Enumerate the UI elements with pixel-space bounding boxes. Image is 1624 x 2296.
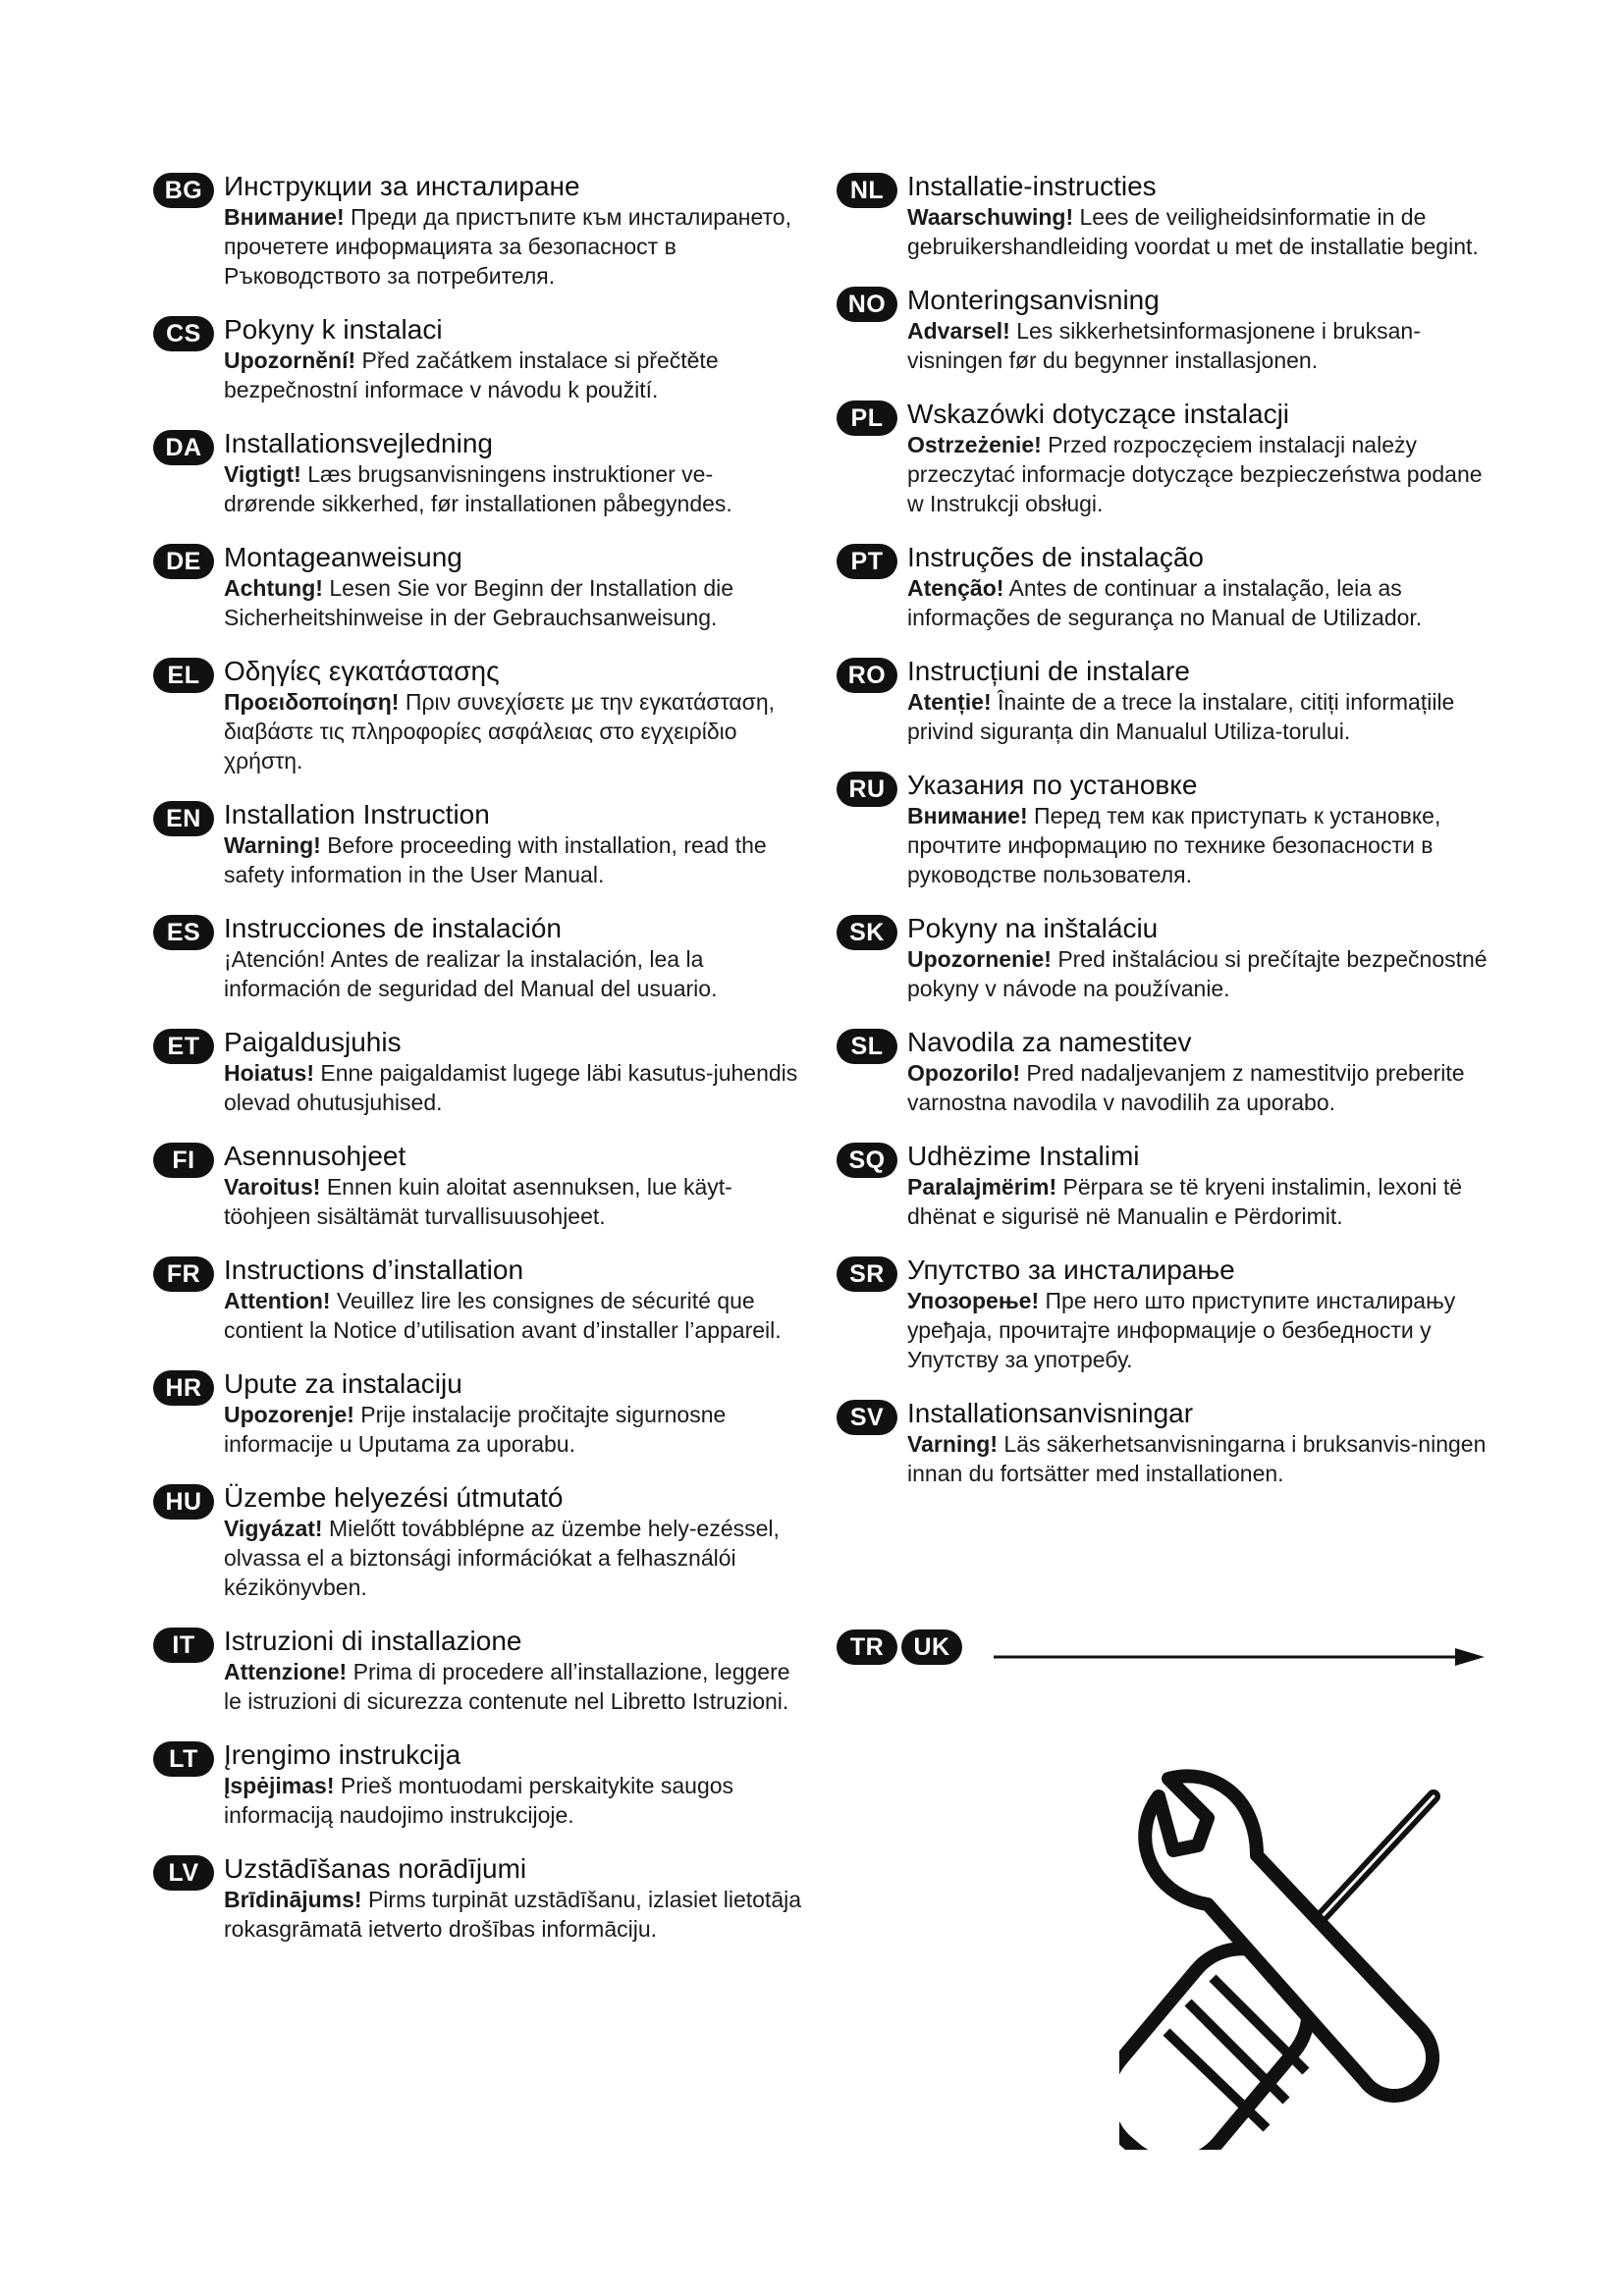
section-hr	[153, 1368, 801, 1459]
section-title: Monteringsanvisning	[907, 285, 1160, 315]
warning-text: Antes de continuar a instalação, leia as informações de segurança no Manual de Utilizador.	[907, 575, 1423, 630]
language-badge: FR	[153, 1256, 214, 1292]
left-column	[153, 169, 801, 1944]
section-body	[907, 944, 1504, 1003]
warning-label: Vigtigt!	[224, 461, 301, 487]
section-es	[153, 913, 801, 1003]
section-sk	[837, 913, 1504, 1003]
section-body	[907, 1429, 1504, 1488]
section-body	[224, 1657, 801, 1716]
section-it	[153, 1626, 801, 1716]
section-title: Uzstādīšanas norādījumi	[224, 1853, 527, 1884]
warning-text: Mielőtt továbblépne az üzembe hely-ezéssel, olvassa el a biztonsági információkat a felhasználói kézikönyvben.	[224, 1516, 780, 1600]
warning-text: Πριν συνεχίσετε με την εγκατάσταση, διαβάστε τις πληροφορίες ασφάλειας στο εγχειρίδιο χρήστη.	[224, 689, 776, 774]
section-title: Instructions d’installation	[224, 1255, 524, 1285]
warning-text: Læs brugsanvisningens instruktioner ve-drørende sikkerhed, før installationen påbegyndes.	[224, 461, 732, 516]
section-title: Οδηγίες εγκατάστασης	[224, 656, 500, 686]
section-title: Installationsvejledning	[224, 428, 493, 458]
section-nl	[837, 171, 1504, 261]
section-title: Üzembe helyezési útmutató	[224, 1482, 564, 1513]
section-title: Įrengimo instrukcija	[224, 1739, 461, 1770]
section-title: Упутство за инсталирање	[907, 1255, 1235, 1285]
warning-text: Преди да пристъпите към инсталирането, прочетете информацията за безопасност в Ръководството за потребителя.	[224, 204, 791, 289]
section-title: Paigaldusjuhis	[224, 1027, 402, 1057]
section-body	[907, 801, 1504, 889]
section-body	[907, 316, 1504, 375]
section-title: Pokyny na inštaláciu	[907, 913, 1159, 943]
section-title: Installatie-instructies	[907, 171, 1157, 201]
warning-text: Înainte de a trece la instalare, citiți informațiile privind siguranța din Manualul Utiliza-torului.	[907, 689, 1455, 744]
warning-label: Opozorilo!	[907, 1060, 1020, 1086]
section-body	[224, 1286, 801, 1345]
right-column	[837, 169, 1504, 1488]
section-body	[224, 830, 801, 889]
warning-text: Pred nadaljevanjem z namestitvijo preberite varnostna navodila v navodilih za uporabo.	[907, 1060, 1465, 1115]
warning-text: Перед тем как приступать к установке, прочтите информацию по технике безопасности в руководстве пользователя.	[907, 803, 1441, 887]
language-badge: SQ	[837, 1143, 897, 1178]
language-badge: PT	[837, 544, 897, 579]
section-body	[224, 1172, 801, 1231]
language-badge: RU	[837, 772, 897, 807]
section-hu	[153, 1482, 801, 1602]
warning-text: Läs säkerhetsanvisningarna i bruksanvis-ningen innan du fortsätter med installationen.	[907, 1431, 1487, 1486]
warning-label: Achtung!	[224, 575, 323, 601]
language-badge-tr: TR	[837, 1629, 897, 1665]
section-title: Upute za instalaciju	[224, 1368, 462, 1399]
language-badge: FI	[153, 1143, 214, 1178]
section-de	[153, 542, 801, 632]
warning-text: Před začátkem instalace si přečtěte bezpečnostní informace v návodu k použití.	[224, 347, 719, 402]
section-no	[837, 285, 1504, 375]
warning-label: Brīdinājums!	[224, 1887, 362, 1912]
section-sr	[837, 1255, 1504, 1374]
section-body	[224, 1400, 801, 1459]
language-badge: SR	[837, 1256, 897, 1292]
warning-text: Lesen Sie vor Beginn der Installation die Sicherheitshinweise in der Gebrauchsanweisung.	[224, 575, 734, 630]
section-body	[224, 1771, 801, 1830]
language-badge: CS	[153, 316, 214, 351]
section-body	[224, 459, 801, 518]
section-title: Instruções de instalação	[907, 542, 1204, 572]
section-body	[907, 1058, 1504, 1117]
language-badge: HU	[153, 1484, 214, 1520]
section-bg	[153, 171, 801, 291]
warning-label: Varning!	[907, 1431, 999, 1457]
warning-text: Prije instalacije pročitajte sigurnosne informacije u Uputama za uporabu.	[224, 1402, 727, 1457]
section-title: Udhëzime Instalimi	[907, 1141, 1140, 1171]
section-title: Instrucciones de instalación	[224, 913, 562, 943]
wrench-screwdriver-icon	[1119, 1757, 1492, 2150]
section-da	[153, 428, 801, 518]
language-badge: ET	[153, 1029, 214, 1064]
warning-label: Atenție!	[907, 689, 992, 715]
section-title: Wskazówki dotyczące instalacji	[907, 399, 1290, 429]
language-badge: RO	[837, 658, 897, 693]
language-badge: HR	[153, 1370, 214, 1406]
section-body	[907, 430, 1504, 518]
section-title: Installation Instruction	[224, 799, 490, 829]
warning-text: Les sikkerhetsinformasjonene i bruksan-visningen før du begynner installasjonen.	[907, 318, 1421, 373]
warning-label: Ostrzeżenie!	[907, 432, 1042, 457]
warning-text: Przed rozpoczęciem instalacji należy przeczytać informacje dotyczące bezpieczeństwa podane w Instrukcji obsługi.	[907, 432, 1483, 516]
language-badge: IT	[153, 1628, 214, 1663]
section-et	[153, 1027, 801, 1117]
warning-label: Upozornenie!	[907, 946, 1052, 972]
section-body	[907, 1172, 1504, 1231]
section-body	[224, 687, 801, 775]
language-badge: DE	[153, 544, 214, 579]
warning-text: ¡Atención! Antes de realizar la instalación, lea la información de seguridad del Manual del usuario.	[224, 946, 718, 1001]
warning-label: Atenção!	[907, 575, 1004, 601]
warning-label: Paralajmërim!	[907, 1174, 1057, 1200]
section-title: Montageanweisung	[224, 542, 462, 572]
language-badge: DA	[153, 430, 214, 465]
language-badge: SK	[837, 915, 897, 950]
section-body	[907, 573, 1504, 632]
section-sq	[837, 1141, 1504, 1231]
language-badge: LV	[153, 1855, 214, 1891]
warning-label: Внимание!	[224, 204, 345, 230]
section-cs	[153, 314, 801, 404]
section-body	[224, 202, 801, 291]
warning-text: Prima di procedere all’installazione, leggere le istruzioni di sicurezza contenute nel Libretto Istruzioni.	[224, 1659, 790, 1714]
section-title: Installationsanvisningar	[907, 1398, 1194, 1428]
continuation-badges	[837, 1629, 962, 1665]
section-pt	[837, 542, 1504, 632]
warning-label: Προειδοποίηση!	[224, 689, 400, 715]
language-badge-uk: UK	[901, 1629, 962, 1665]
warning-text: Ennen kuin aloitat asennuksen, lue käyt-töohjeen sisältämät turvallisuusohjeet.	[224, 1174, 732, 1229]
language-badge: EN	[153, 801, 214, 836]
warning-label: Įspėjimas!	[224, 1773, 335, 1798]
warning-text: Enne paigaldamist lugege läbi kasutus-juhendis olevad ohutusjuhised.	[224, 1060, 798, 1115]
section-pl	[837, 399, 1504, 518]
section-body	[224, 573, 801, 632]
warning-text: Lees de veiligheidsinformatie in de gebruikershandleiding voordat u met de installatie begint.	[907, 204, 1479, 259]
section-body	[907, 202, 1504, 261]
section-body	[224, 944, 801, 1003]
section-title: Navodila za namestitev	[907, 1027, 1192, 1057]
section-body	[224, 1058, 801, 1117]
section-fr	[153, 1255, 801, 1345]
section-lt	[153, 1739, 801, 1830]
warning-label: Hoiatus!	[224, 1060, 314, 1086]
section-title: Asennusohjeet	[224, 1141, 406, 1171]
section-ru	[837, 770, 1504, 889]
section-lv	[153, 1853, 801, 1944]
language-badge: LT	[153, 1741, 214, 1777]
section-title: Указания по установке	[907, 770, 1198, 800]
section-body	[224, 346, 801, 404]
warning-text: Pirms turpināt uzstādīšanu, izlasiet lietotāja rokasgrāmatā ietverto drošības informāciju.	[224, 1887, 802, 1942]
language-badge: NL	[837, 173, 897, 208]
language-badge: ES	[153, 915, 214, 950]
warning-text: Пре него што приступите инсталирању уређаја, прочитајте информације о безбедности у Упутству за употребу.	[907, 1288, 1456, 1372]
warning-label: Упозорење!	[907, 1288, 1040, 1313]
section-sl	[837, 1027, 1504, 1117]
warning-label: Advarsel!	[907, 318, 1010, 344]
language-badge: PL	[837, 400, 897, 436]
section-body	[907, 1286, 1504, 1374]
warning-label: Waarschuwing!	[907, 204, 1074, 230]
warning-label: Varoitus!	[224, 1174, 321, 1200]
language-badge: EL	[153, 658, 214, 693]
section-body	[907, 687, 1504, 746]
warning-label: Upozorenje!	[224, 1402, 354, 1427]
warning-label: Attention!	[224, 1288, 331, 1313]
warning-text: Before proceeding with installation, read the safety information in the User Manual.	[224, 832, 767, 887]
section-body	[224, 1514, 801, 1602]
warning-label: Upozornění!	[224, 347, 356, 373]
warning-text: Përpara se të kryeni instalimin, lexoni të dhënat e sigurisë në Manualin e Përdorimit.	[907, 1174, 1463, 1229]
section-title: Istruzioni di installazione	[224, 1626, 522, 1656]
warning-label: Vigyázat!	[224, 1516, 323, 1541]
section-body	[224, 1885, 801, 1944]
warning-text: Veuillez lire les consignes de sécurité que contient la Notice d’utilisation avant d’installer l’appareil.	[224, 1288, 782, 1343]
language-badge: SV	[837, 1400, 897, 1435]
section-en	[153, 799, 801, 889]
section-ro	[837, 656, 1504, 746]
warning-text: Pred inštaláciou si prečítajte bezpečnostné pokyny v návode na používanie.	[907, 946, 1488, 1001]
warning-label: Внимание!	[907, 803, 1028, 828]
language-badge: BG	[153, 173, 214, 208]
warning-label: Attenzione!	[224, 1659, 348, 1684]
language-badge: SL	[837, 1029, 897, 1064]
section-sv	[837, 1398, 1504, 1488]
right-arrow-icon	[994, 1645, 1485, 1669]
section-title: Инструкции за инсталиране	[224, 171, 580, 201]
section-title: Instrucțiuni de instalare	[907, 656, 1190, 686]
section-title: Pokyny k instalaci	[224, 314, 443, 345]
warning-text: Prieš montuodami perskaitykite saugos informaciją naudojimo instrukcijoje.	[224, 1773, 734, 1828]
warning-label: Warning!	[224, 832, 321, 858]
language-badge: NO	[837, 287, 897, 322]
section-fi	[153, 1141, 801, 1231]
section-el	[153, 656, 801, 775]
